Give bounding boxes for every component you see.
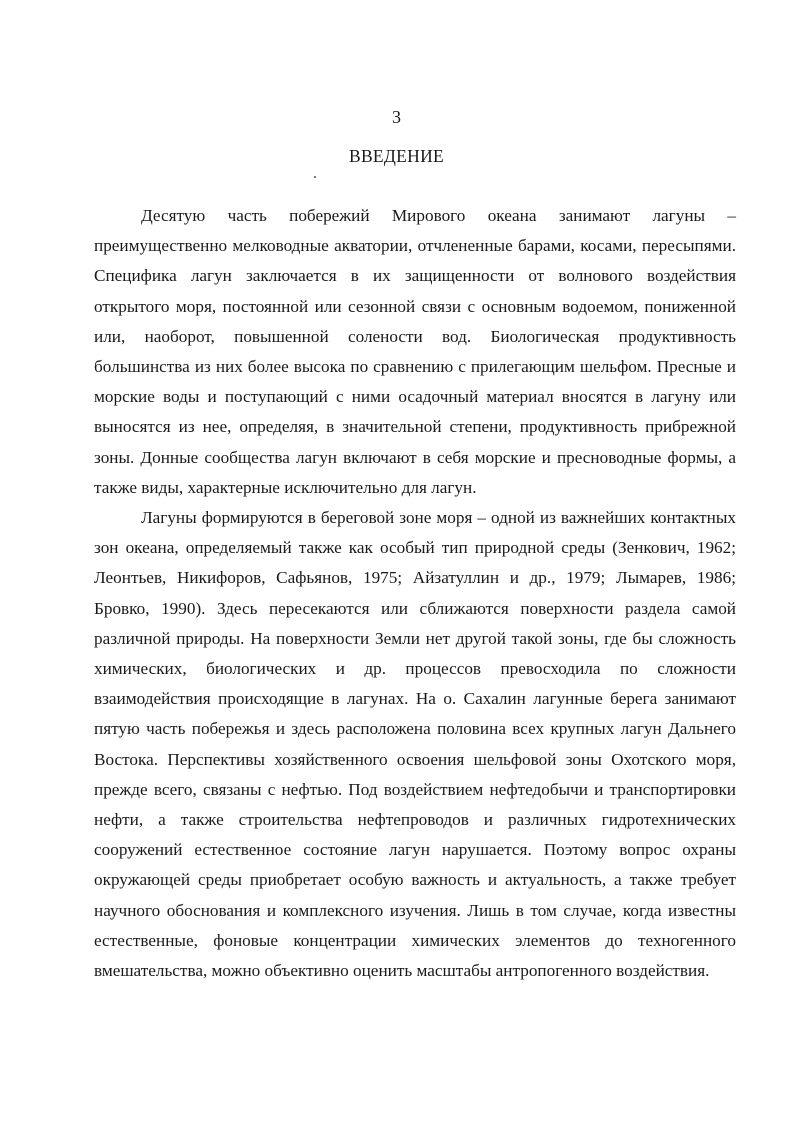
paragraph-1: Десятую часть побережий Мирового океана занимают лагуны – преимущественно мелководные акватории, отчлененные барами, косами, пересыпями. Специфика лагун заключается в их защищенности от волнового воздействия открытого моря, постоянной или сезонной связи с основным водоемом, пониженной или, наоборот, повышенной солености вод. Биологическая продуктивность большинства из них более высока по сравнению с прилегающим шельфом. Пресные и морские воды и поступающий с ними осадочный материал вносятся в лагуну или выносятся из нее, определяя, в значительной степени, продуктивность прибрежной зоны. Донные сообщества лагун включают в себя морские и пресноводные формы, а также виды, характерные исключительно для лагун. — [94, 206, 736, 497]
section-heading: ВВЕДЕНИЕ — [348, 146, 445, 166]
body-text — [94, 201, 736, 986]
scan-artifact-dot — [314, 176, 316, 178]
paragraph-2: Лагуны формируются в береговой зоне моря – одной из важнейших контактных зон океана, определяемый также как особый тип природной среды (Зенкович, 1962; Леонтьев, Никифоров, Сафьянов, 1975; Айзатуллин и др., 1979; Лымарев, 1986; Бровко, 1990). Здесь пересекаются или сближаются поверхности раздела самой различной природы. На поверхности Земли нет другой такой зоны, где бы сложность химических, биологических и др. процессов превосходила по сложности взаимодействия происходящие в лагунах. На о. Сахалин лагунные берега занимают пятую часть побережья и здесь расположена половина всех крупных лагун Дальнего Востока. Перспективы хозяйственного освоения шельфовой зоны Охотского моря, прежде всего, связаны с нефтью. Под воздействием нефтедобычи и транспортировки нефти, а также строительства нефтепроводов и различных гидротехнических сооружений естественное состояние лагун нарушается. Поэтому вопрос охраны окружающей среды приобретает особую важность и актуальность, а также требует научного обоснования и комплексного изучения. Лишь в том случае, когда известны естественные, фоновые концентрации химических элементов до техногенного вмешательства, можно объективно оценить масштабы антропогенного воздействия. — [94, 508, 736, 981]
page-number: 3 — [392, 107, 401, 127]
